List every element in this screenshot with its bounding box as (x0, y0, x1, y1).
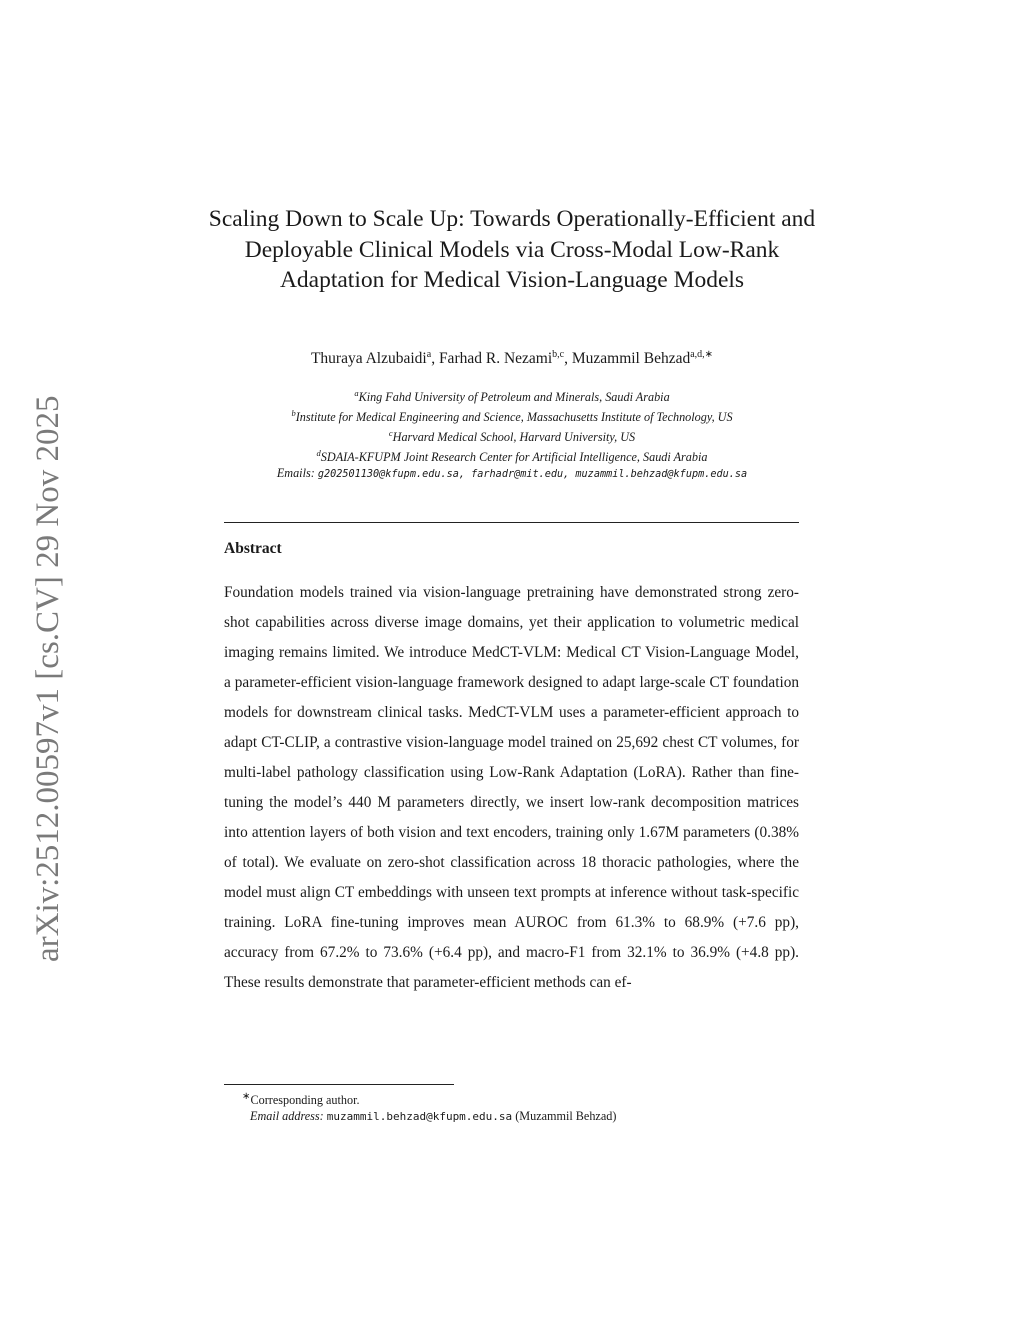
affiliation-text: SDAIA-KFUPM Joint Research Center for Artificial Intelligence, Saudi Arabia (320, 450, 708, 465)
affiliation-marker: a (354, 388, 359, 398)
author-name: Farhad R. Nezami (438, 350, 553, 368)
author-affil-marker: a (426, 349, 432, 360)
footnote-marker: ∗ (242, 1091, 251, 1102)
footnote-block (224, 1089, 799, 1125)
author-list (200, 349, 824, 368)
arxiv-identifier-stamp: arXiv:2512.00597v1 [cs.CV] 29 Nov 2025 (30, 395, 66, 962)
affiliation-text: King Fahd University of Petroleum and Minerals, Saudi Arabia (358, 390, 670, 405)
abstract-top-rule (224, 522, 799, 523)
author-name: Thuraya Alzubaidi (310, 350, 427, 368)
footnote-email (224, 1108, 799, 1125)
abstract-heading: Abstract (224, 540, 282, 557)
author-name: Muzammil Behzad (571, 350, 691, 368)
footnote-rule (224, 1084, 454, 1085)
footnote-email-address[interactable]: muzammil.behzad@kfupm.edu.sa (326, 1110, 513, 1124)
paper-title: Scaling Down to Scale Up: Towards Operationally-Efficient and Deployable Clinical Models via Cross-Modal Low-Rank Adaptation for Medical Vision-Language Models (208, 206, 816, 293)
affiliation-text: Harvard Medical School, Harvard University, US (392, 430, 636, 445)
author-affil-marker: a,d,∗ (690, 349, 714, 360)
affiliation-text: Institute for Medical Engineering and Science, Massachusetts Institute of Technology, US (295, 410, 733, 425)
affiliation-block (200, 385, 824, 483)
author-1 (311, 350, 439, 367)
footnote-email-label: Email address: (250, 1109, 324, 1124)
footnote-corresponding (224, 1089, 799, 1108)
emails-label: Emails: (276, 466, 315, 481)
affiliation-d (200, 445, 824, 465)
affiliation-marker: d (316, 448, 321, 459)
author-separator: , (564, 350, 572, 368)
author-affil-marker: b,c (552, 349, 565, 360)
author-3 (572, 350, 713, 367)
footnote-corresponding-text: Corresponding author. (250, 1093, 360, 1108)
author-2 (439, 350, 572, 367)
affiliation-marker: b (291, 408, 296, 419)
affiliation-c (200, 425, 824, 445)
affiliation-a (200, 385, 824, 405)
footnote-email-name: (Muzammil Behzad) (515, 1109, 617, 1124)
affiliation-b (200, 405, 824, 425)
author-separator: , (431, 350, 439, 368)
affiliation-marker: c (388, 428, 393, 439)
abstract-text: Foundation models trained via vision-language pretraining have demonstrated strong zero-shot capabilities across diverse image domains, yet their application to volumetric medical imaging remains limited. We introduce MedCT-VLM: Medical CT Vision-Language Model, a parameter-efficient vision-language framework designed to adapt large-scale CT foundation models for downstream clinical tasks. MedCT-VLM uses a parameter-efficient approach to adapt CT-CLIP, a contrastive vision-language model trained on 25,692 chest CT volumes, for multi-label pathology classification using Low-Rank Adaptation (LoRA). Rather than fine-tuning the model’s 440 M parameters directly, we insert low-rank decomposition matrices into attention layers of both vision and text encoders, training only 1.67M parameters (0.38% of total). We evaluate on zero-shot classification across 18 thoracic pathologies, where the model must align CT embeddings with unseen text prompts at inference without task-specific training. LoRA fine-tuning improves mean AUROC from 61.3% to 68.9% (+7.6 pp), accuracy from 67.2% to 73.6% (+6.4 pp), and macro-F1 from 32.1% to 36.9% (+4.8 pp). These results demonstrate that parameter-efficient methods can ef- (224, 584, 799, 991)
emails-line (200, 465, 824, 483)
emails-list[interactable]: g202501130@kfupm.edu.sa, farhadr@mit.edu, muzammil.behzad@kfupm.edu.sa (317, 469, 748, 481)
